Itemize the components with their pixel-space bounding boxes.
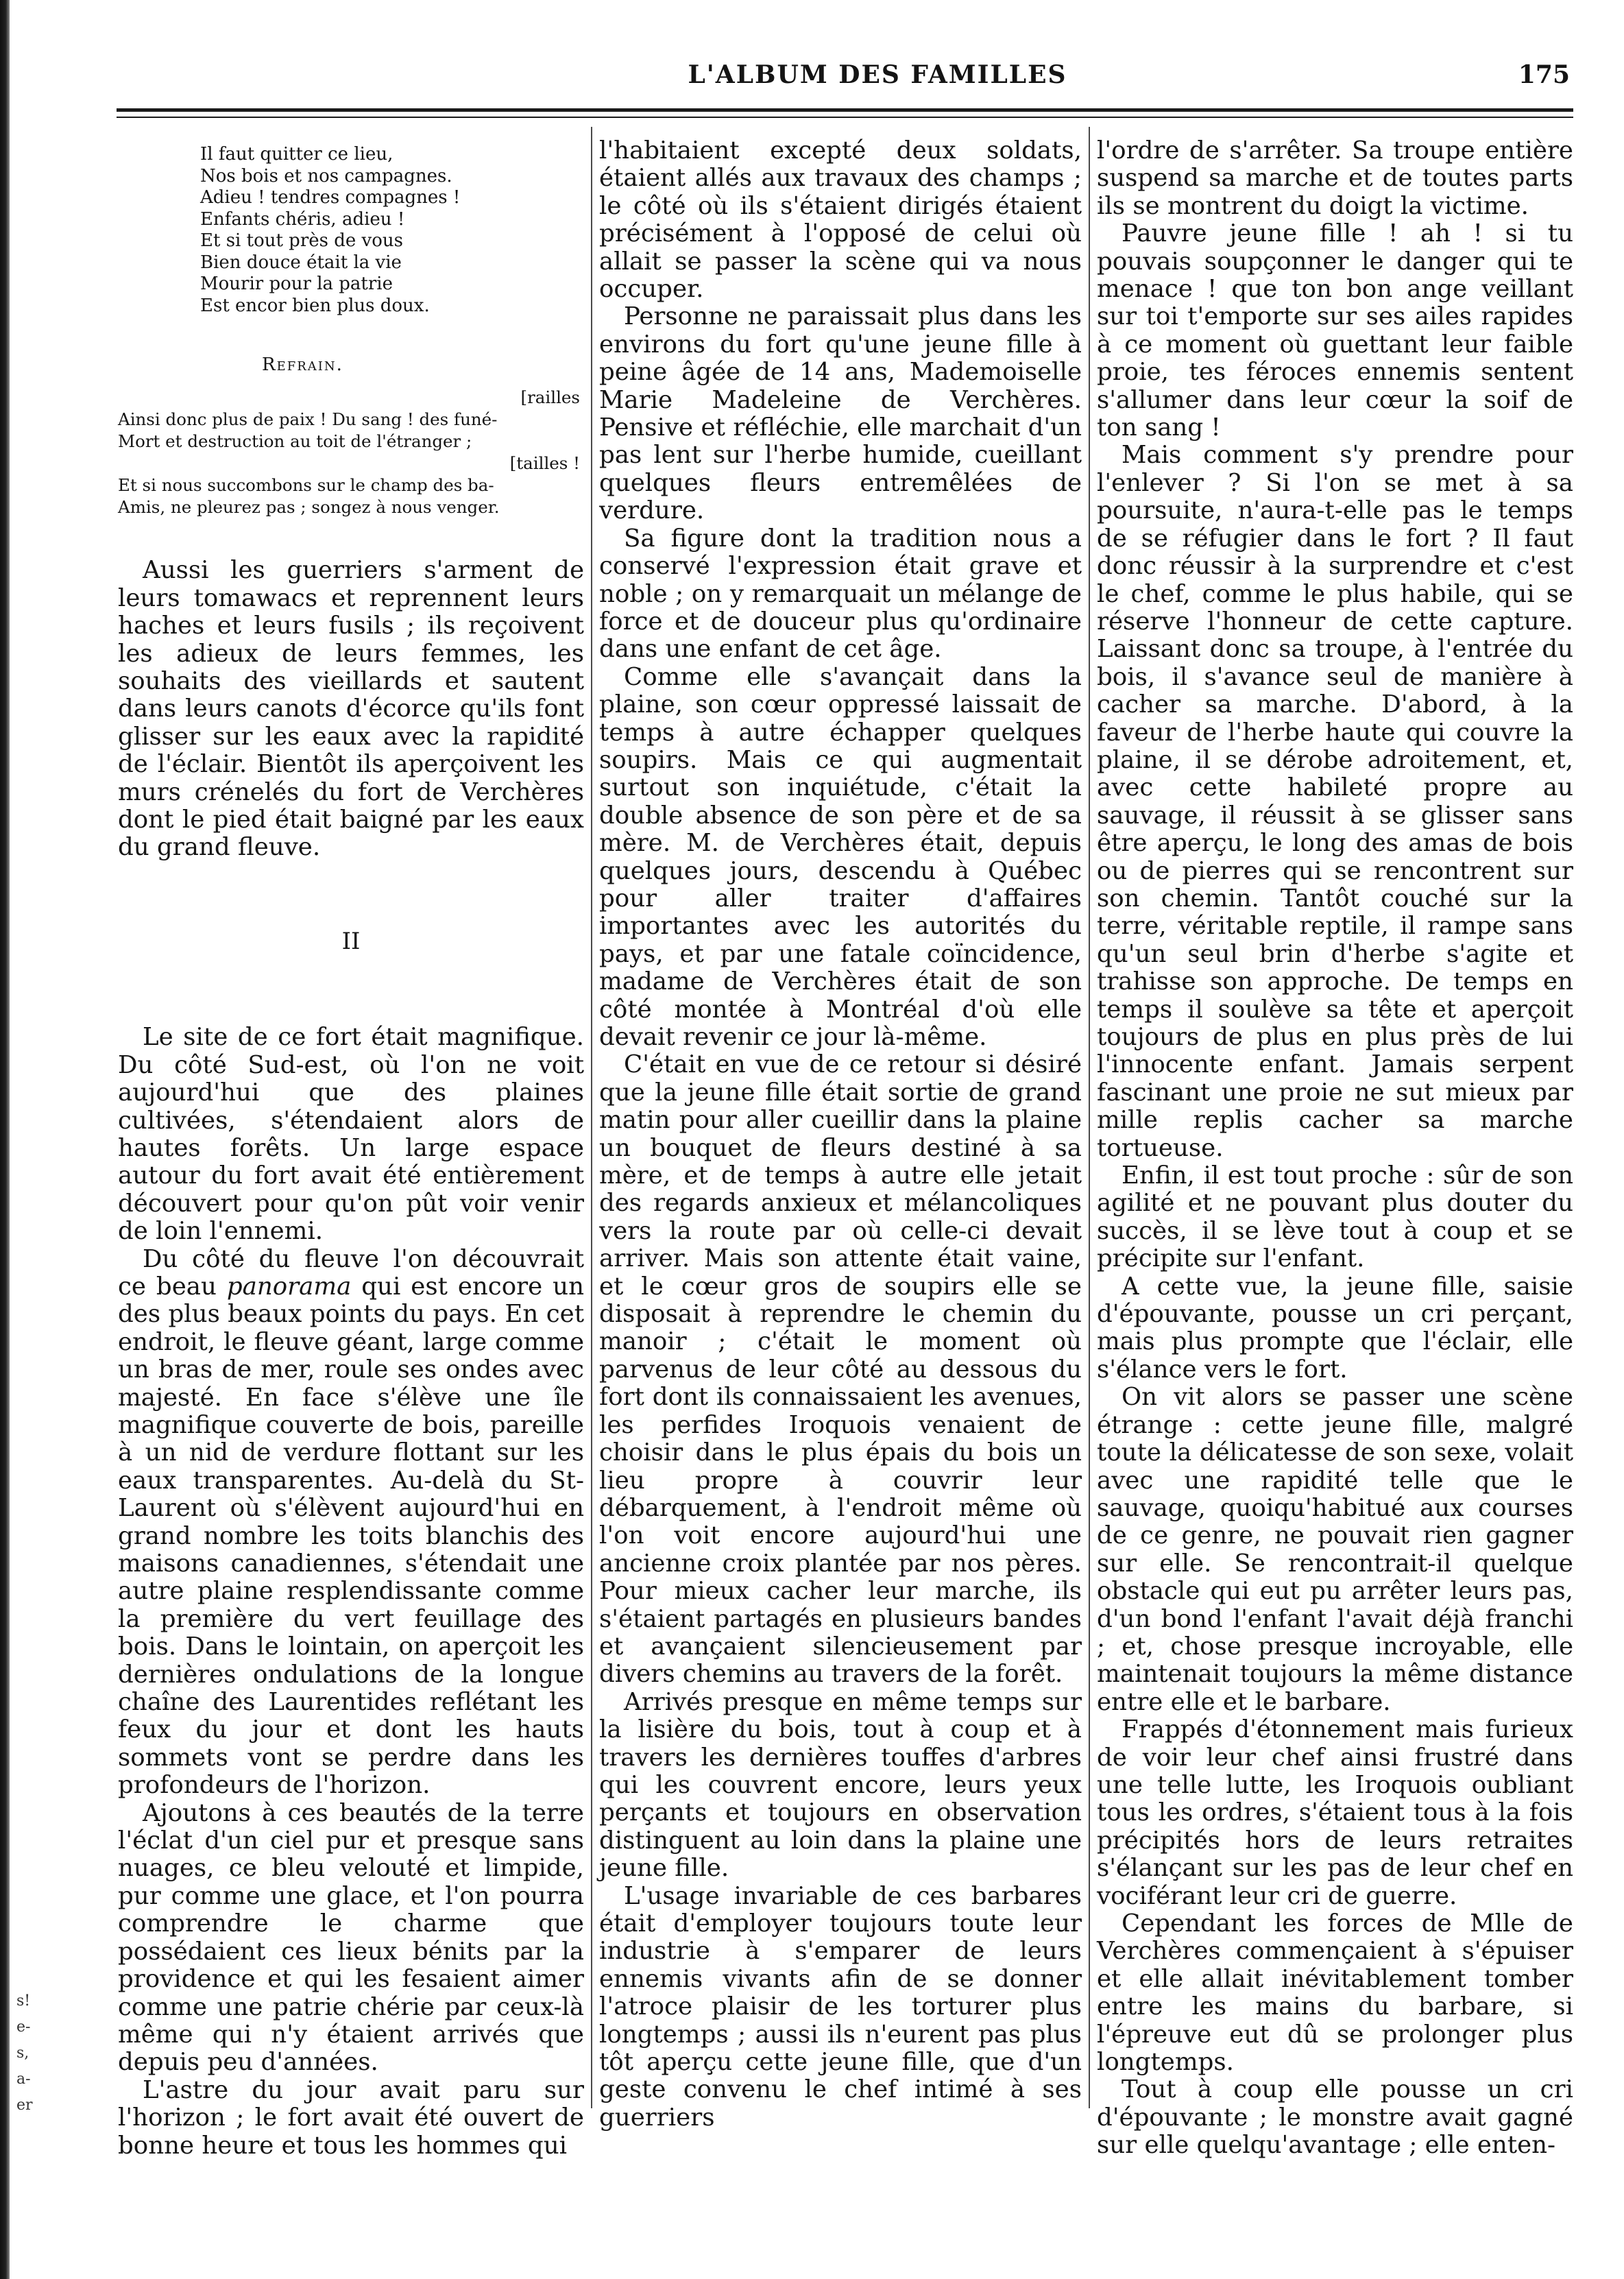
poem-line: Adieu ! tendres compagnes !: [200, 187, 461, 208]
italic-word: panorama: [226, 1272, 352, 1301]
paragraph: l'ordre de s'arrêter. Sa troupe entière suspend sa marche et de toutes parts ils se montrent du doigt la victime.: [1097, 136, 1573, 220]
running-title: L'ALBUM DES FAMILLES: [688, 60, 1067, 89]
poem-line: Il faut quitter ce lieu,: [200, 144, 393, 165]
column-separator: [591, 127, 592, 2108]
margin-fragment: er: [16, 2097, 33, 2114]
column-2: [599, 136, 1082, 2132]
paragraph: Frappés d'étonnement mais furieux de voir leur chef ainsi frustré dans une telle lutte, les Iroquois oubliant tous les ordres, s'étaient tous à la fois précipités hors de leurs retraites s'élançant sur les pas de leur chef en vociférant leur cri de guerre.: [1097, 1715, 1573, 1910]
margin-fragment: s!: [16, 1992, 31, 2010]
refrain-heading: Refrain.: [262, 354, 343, 375]
paragraph: On vit alors se passer une scène étrange : cette jeune fille, malgré toute la délicatesse de son sexe, volait avec une rapidité telle que le sauvage, quoiqu'habitué aux courses de ce genre, ne pouvait rien gagner sur elle. Se rencontrait-il quelque obstacle qui eut pu arrêter leurs pas, d'un bond l'enfant l'avait déjà franchi ; et, chose presque incroyable, elle maintenait toujours la même distance entre elle et le barbare.: [1097, 1383, 1573, 1716]
refrain-line: Ainsi donc plus de paix ! Du sang ! des funé-: [118, 409, 498, 430]
paragraph: [118, 1246, 584, 1800]
paragraph: Enfin, il est tout proche : sûr de son agilité et ne pouvant plus douter du succès, il se lève tout à coup et se précipite sur l'enfant.: [1097, 1161, 1573, 1273]
paragraph: Arrivés presque en même temps sur la lisière du bois, tout à coup et à travers les dernières touffes d'arbres qui les couvrent encore, leurs yeux perçants et toujours en observation distinguent au loin dans la plaine une jeune fille.: [599, 1687, 1082, 1883]
margin-fragment: a-: [16, 2071, 31, 2088]
refrain: [118, 387, 584, 518]
margin-fragment: s,: [16, 2045, 29, 2062]
paragraph: L'astre du jour avait paru sur l'horizon ; le fort avait été ouvert de bonne heure et tous les hommes qui: [118, 2075, 584, 2160]
poem-line: Et si tout près de vous: [200, 230, 403, 251]
poem-line: Est encor bien plus doux.: [200, 295, 430, 316]
paragraph: l'habitaient excepté deux soldats, étaient allés aux travaux des champs ; le côté où ils s'étaient dirigés étaient précisément à l'opposé de celui où allait se passer la scène qui va nous occuper.: [599, 136, 1082, 304]
page-binding-edge: [0, 0, 10, 2279]
page-number: 175: [1518, 60, 1570, 89]
poem-line: Enfants chéris, adieu !: [200, 208, 405, 230]
refrain-line: [tailles !: [509, 453, 580, 474]
paragraph: Tout à coup elle pousse un cri d'épouvante ; le monstre avait gagné sur elle quelqu'avantage ; elle enten-: [1097, 2075, 1573, 2160]
paragraph: Sa figure dont la tradition nous a conservé l'expression était grave et noble ; on y remarquait un mélange de force et de douceur plus qu'ordinaire dans une enfant de cet âge.: [599, 524, 1082, 664]
paragraph: L'usage invariable de ces barbares était d'employer toujours toute leur industrie à s'emparer de leurs ennemis vivants afin de se donner l'atroce plaisir de les torturer plus longtemps ; aussi ils n'eurent pas plus tôt aperçu cette jeune fille, que d'un geste convenu le chef intimé à ses guerriers: [599, 1881, 1082, 2132]
paragraph: Le site de ce fort était magnifique. Du côté Sud-est, où l'on ne voit aujourd'hui que des plaines cultivées, s'étendaient alors de hautes forêts. Un large espace autour du fort avait été entièrement découvert pour qu'on pût voir venir de loin l'ennemi.: [118, 1023, 584, 1246]
paragraph: C'était en vue de ce retour si désiré que la jeune fille était sortie de grand matin pour aller cueillir dans la plaine un bouquet de fleurs destiné à sa mère, et de temps à autre elle jetait des regards anxieux et mélancoliques vers la route par où celle-ci devait arriver. Mais son attente était vaine, et le cœur gros de soupirs elle se disposait à reprendre le chemin du manoir ; c'était le moment où parvenus de leur côté au dessous du fort dont ils connaissaient les avenues, les perfides Iroquois venaient de choisir dans le plus épais du bois un lieu propre à couvrir leur débarquement, à l'endroit même où l'on voit encore aujourd'hui une ancienne croix plantée par nos pères. Pour mieux cacher leur marche, ils s'étaient partagés en plusieurs bandes et avançaient silencieusement par divers chemins au travers de la forêt.: [599, 1050, 1082, 1689]
paragraph: Mais comment s'y prendre pour l'enlever ? Si l'on se met à sa poursuite, n'aura-t-elle pas le temps de se réfugier dans le fort ? Il faut donc réussir à la surprendre et c'est le chef, comme le plus habile, qui se réserve l'honneur de cette capture. Laissant donc sa troupe, à l'entrée du bois, il s'avance seul de manière à cacher sa marche. D'abord, à la faveur de l'herbe haute qui couvre la plaine, il se dérobe adroitement, et, avec cette habileté propre au sauvage, il réussit à se glisser sans être aperçu, le long des amas de bois ou de pierres qui se rencontrent sur son chemin. Tantôt couché sur la terre, véritable reptile, il rampe sans qu'un seul brin d'herbe s'agite et trahisse son approche. De temps en temps il soulève sa tête et aperçoit toujours de plus en plus près de lui l'innocente enfant. Jamais serpent fascinant une proie ne sut mieux par mille replis cacher sa marche tortueuse.: [1097, 441, 1573, 1162]
poem-stanza: [200, 144, 584, 317]
header-rule-thick: [117, 108, 1573, 112]
column-separator: [1089, 127, 1090, 2108]
header-rule-thin: [117, 117, 1573, 118]
refrain-line: Amis, ne pleurez pas ; songez à nous venger.: [118, 497, 500, 518]
paragraph: Cependant les forces de Mlle de Verchères commençaient à s'épuiser et elle allait inévitablement tomber entre les mains du barbare, si l'épreuve eut dû se prolonger plus longtemps.: [1097, 1909, 1573, 2077]
paragraph: Aussi les guerriers s'arment de leurs tomawacs et reprennent leurs haches et leurs fusils ; ils reçoivent les adieux de leurs femmes, les souhaits des vieillards et sautent dans leurs canots d'écorce qu'ils font glisser sur les eaux avec la rapidité de l'éclair. Bientôt ils aperçoivent les murs crénelés du fort de Verchères dont le pied était baigné par les eaux du grand fleuve.: [118, 556, 584, 862]
margin-fragment: e-: [16, 2018, 31, 2036]
refrain-line: Et si nous succombons sur le champ des ba-: [118, 475, 494, 496]
paragraph: Pauvre jeune fille ! ah ! si tu pouvais soupçonner le danger qui te menace ! que ton bon ange veillant sur toi t'emporte sur ses ailes rapides à ce moment où guettant leur faible proie, tes féroces ennemis sentent s'allumer dans leur cœur la soif de ton sang !: [1097, 219, 1573, 442]
poem-line: Nos bois et nos campagnes.: [200, 165, 452, 186]
paragraph-text: qui est encore un des plus beaux points du pays. En cet endroit, le fleuve géant, large comme un bras de mer, roule ses ondes avec majesté. En face s'élève une île magnifique couverte de bois, pareille à un nid de verdure flottant sur les eaux transparentes. Au-delà du St-Laurent où s'élèvent aujourd'hui en grand nombre les toits blanchis des maisons canadiennes, s'étendait une autre plaine resplendissante comme la première du vert feuillage des bois. Dans le lointain, on aperçoit les dernières ondulations de la longue chaîne des Laurentides reflétant les feux du jour et dont les hauts sommets vont se perdre dans les profondeurs de l'horizon.: [118, 1272, 584, 1800]
paragraph: A cette vue, la jeune fille, saisie d'épouvante, pousse un cri perçant, mais plus prompte que l'éclair, elle s'élance vers le fort.: [1097, 1272, 1573, 1384]
poem-line: Mourir pour la patrie: [200, 274, 393, 294]
column-3: [1097, 136, 1573, 2160]
column-1: [118, 137, 584, 2160]
poem-line: Bien douce était la vie: [200, 252, 402, 273]
section-number: II: [341, 927, 361, 955]
left-margin-fragments: [16, 1988, 51, 2119]
paragraph: Comme elle s'avançait dans la plaine, son cœur oppressé laissait de temps à autre échapper quelques soupirs. Mais ce qui augmentait surtout son inquiétude, c'était la double absence de son père et de sa mère. M. de Verchères était, depuis quelques jours, descendu à Québec pour aller traiter d'affaires importantes avec les autorités du pays, et par une fatale coïncidence, madame de Verchères était de son côté montée à Montréal d'où elle devait revenir ce jour là-même.: [599, 662, 1082, 1051]
refrain-line: [railles: [520, 387, 580, 408]
paragraph: Personne ne paraissait plus dans les environs du fort qu'une jeune fille à peine âgée de 14 ans, Mademoiselle Marie Madeleine de Verchères. Pensive et réfléchie, elle marchait d'un pas lent sur l'herbe humide, cueillant quelques fleurs entremêlées de verdure.: [599, 302, 1082, 525]
paragraph: Ajoutons à ces beautés de la terre l'éclat d'un ciel pur et presque sans nuages, ce bleu velouté et limpide, pur comme une glace, et l'on pourra comprendre le charme que possédaient ces lieux bénits par la providence et qui les fesaient aimer comme une patrie chérie par ceux-là même qui n'y étaient arrivés que depuis peu d'années.: [118, 1798, 584, 2077]
paragraph-text: Du côté du fleuve l'on découvrait ce beau: [118, 1244, 584, 1301]
refrain-line: Mort et destruction au toit de l'étranger ;: [118, 431, 472, 452]
